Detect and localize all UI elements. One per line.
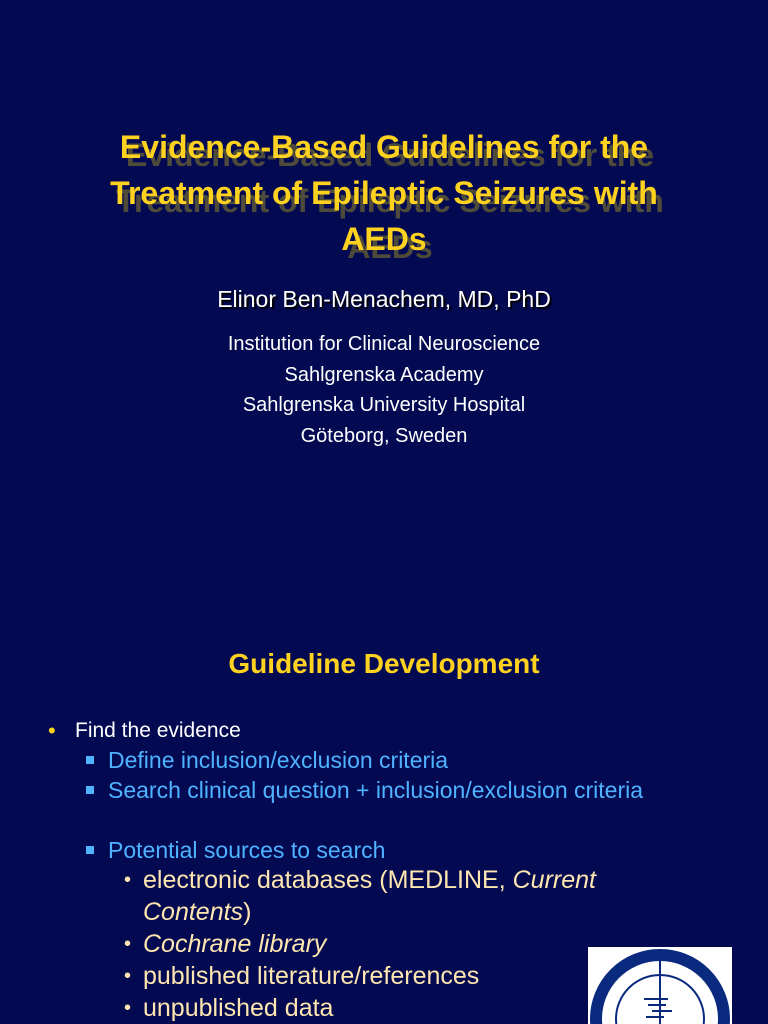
bullet-icon: • — [124, 869, 132, 891]
list-item-level2 — [86, 835, 686, 865]
list-item-text: Define inclusion/exclusion criteria — [108, 747, 449, 773]
cochrane-logo-icon — [588, 947, 732, 1024]
title-line-3: AEDs — [341, 221, 427, 257]
affiliation-line: Sahlgrenska University Hospital — [242, 394, 526, 416]
list-item-level2 — [86, 775, 696, 805]
cochrane-logo-graphic — [588, 947, 732, 1024]
affiliation-line: Institution for Clinical Neuroscience — [227, 333, 541, 355]
affiliation-line: Göteborg, Sweden — [300, 424, 468, 447]
list-item-text: unpublished data — [143, 994, 334, 1022]
square-bullet-icon — [86, 756, 94, 764]
list-item-text: Potential sources to search — [108, 837, 386, 863]
slide-heading: Guideline Development — [228, 648, 540, 679]
bullet-icon: • — [124, 997, 132, 1019]
content-slide — [0, 572, 768, 1024]
slide-title — [0, 124, 768, 262]
list-item-text: Cochrane library — [143, 930, 327, 958]
author-name: Elinor Ben-Menachem, MD, PhD — [217, 286, 551, 312]
list-item-text: Find the evidence — [75, 719, 241, 742]
list-item-level3 — [124, 864, 694, 928]
affiliation-line: Sahlgrenska Academy — [284, 363, 484, 386]
title-line-2: Treatment of Epileptic Seizures with — [110, 175, 658, 211]
affiliation — [0, 329, 768, 451]
bullet-icon: • — [124, 965, 132, 987]
list-item-level2 — [86, 745, 686, 775]
square-bullet-icon — [86, 846, 94, 854]
bullet-icon: • — [124, 933, 132, 955]
title-line-1: Evidence-Based Guidelines for the — [119, 129, 649, 165]
square-bullet-icon — [86, 786, 94, 794]
bullet-dot-icon: • — [48, 718, 56, 743]
list-item-text: published literature/references — [143, 962, 480, 990]
list-item-text: Search clinical question + inclusion/exclusion criteria — [108, 777, 644, 803]
list-item-text: electronic databases (MEDLINE, Current Contents) — [143, 866, 596, 926]
